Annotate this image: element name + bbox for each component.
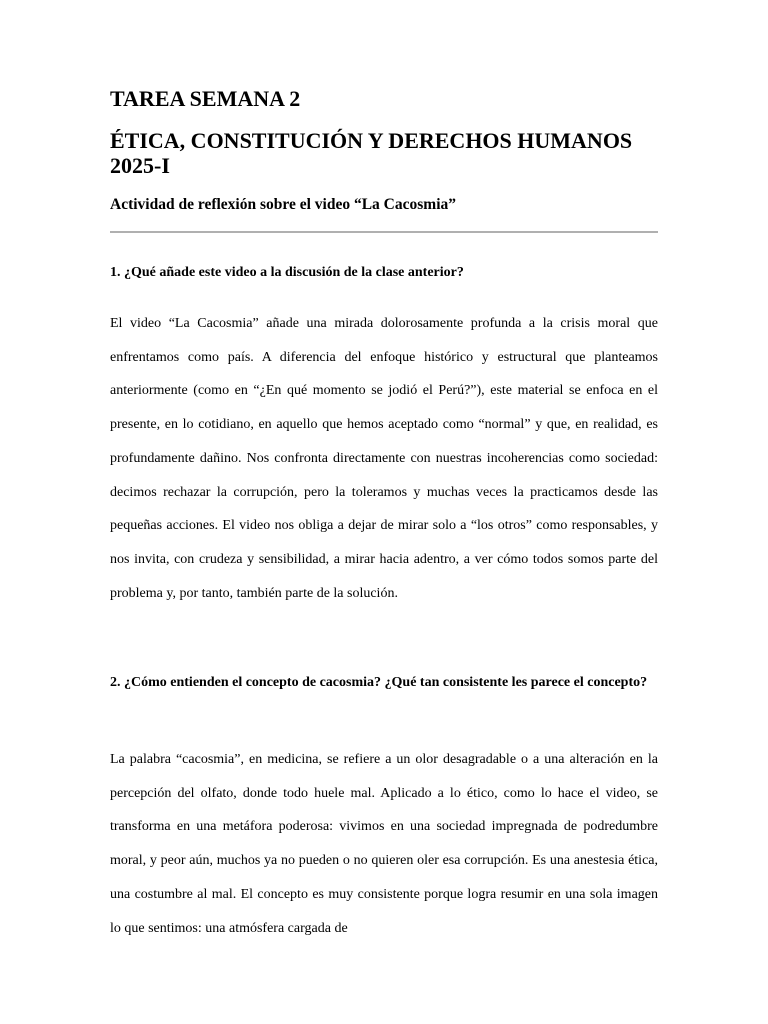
document-title: TAREA SEMANA 2 [110,86,301,111]
question-1: 1. ¿Qué añade este video a la discusión de la clase anterior? [110,265,464,280]
activity-subtitle: Actividad de reflexión sobre el video “La Cacosmia” [110,196,457,213]
answer-1: El video “La Cacosmia” añade una mirada dolorosamente profunda a la crisis moral que enfrentamos como país. A diferencia del enfoque histórico y estructural que planteamos anteriormente (como en “¿En qué momento se jodió el Perú?”), este material se enfoca en el presente, en lo cotidiano, en aquello que hemos aceptado como “normal” y que, en realidad, es profundamente dañino. Nos confronta directamente con nuestras incoherencias como sociedad: decimos rechazar la corrupción, pero la toleramos y muchas veces la practicamos desde las pequeñas acciones. El video nos obliga a dejar de mirar solo a “los otros” como responsables, y nos invita, con crudeza y sensibilidad, a mirar hacia adentro, a ver cómo todos somos parte del problema y, por tanto, también parte de la solución. [110,316,658,601]
answer-2: La palabra “cacosmia”, en medicina, se refiere a un olor desagradable o a una alteración en la percepción del olfato, donde todo huele mal. Aplicado a lo ético, como lo hace el video, se transforma en una metáfora poderosa: vivimos en una sociedad impregnada de podredumbre moral, y peor aún, muchos ya no pueden o no quieren oler esa corrupción. Es una anestesia ética, una costumbre al mal. El concepto es muy consistente porque logra resumir en una sola imagen lo que sentimos: una atmósfera cargada de [110,752,658,936]
question-2: 2. ¿Cómo entienden el concepto de cacosmia? ¿Qué tan consistente les parece el concepto? [110,675,648,690]
course-title: ÉTICA, CONSTITUCIÓN Y DERECHOS HUMANOS 2025-I [110,128,633,178]
horizontal-divider [110,231,658,233]
